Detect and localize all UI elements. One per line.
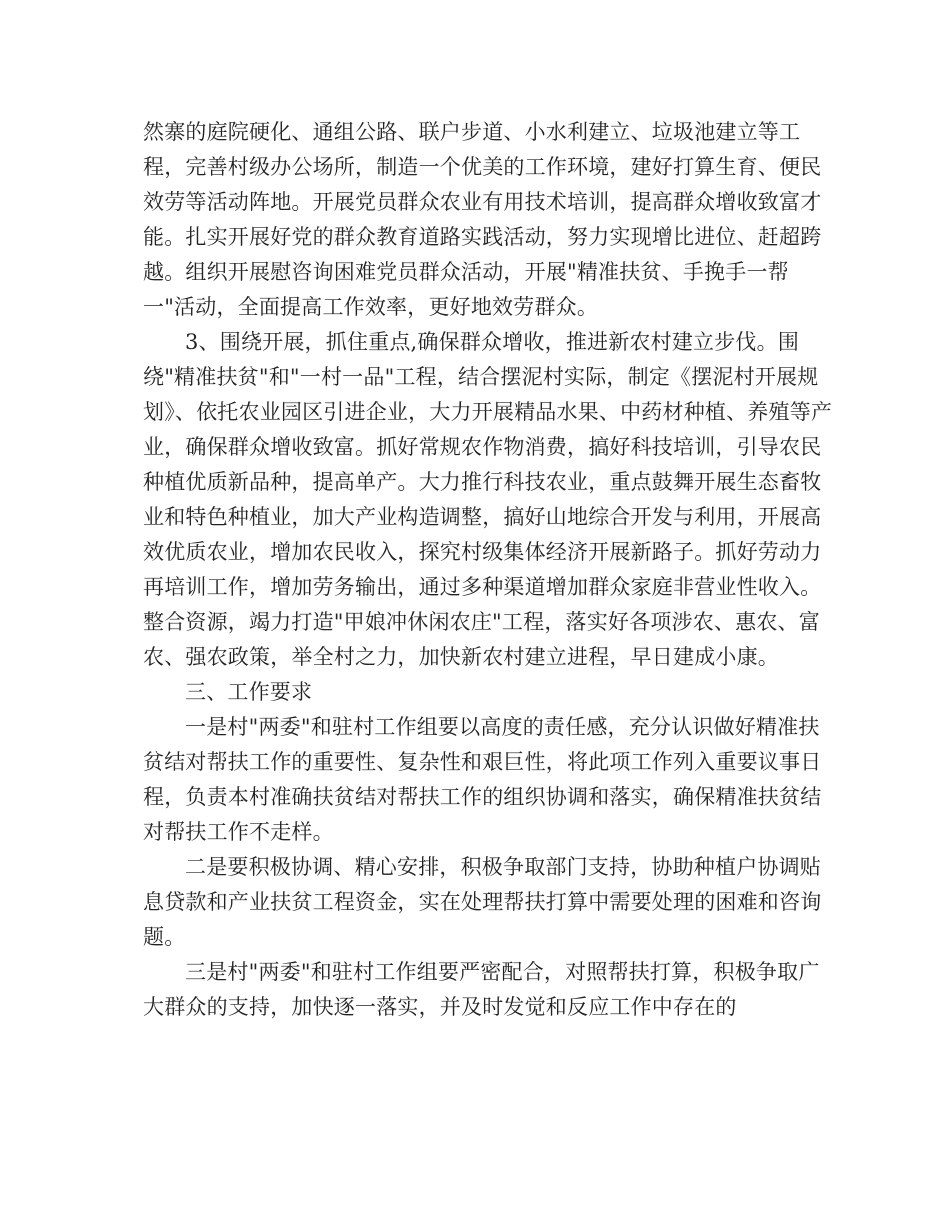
paragraph-requirement-1: 一是村"两委"和驻村工作组要以高度的责任感，充分认识做好精准扶贫结对帮扶工作的重要性、复杂性和艰巨性，将此项工作列入重要议事日程，负责本村准确扶贫结对帮扶工作的组织协调和落实，确保精准扶贫结对帮扶工作不走样。	[143, 715, 822, 844]
paragraph-continuation: 然寨的庭院硬化、通组公路、联户步道、小水利建立、垃圾池建立等工程，完善村级办公场所，制造一个优美的工作环境，建好打算生育、便民效劳等活动阵地。开展党员群众农业有用技术培训，提高群众增收致富才能。扎实开展好党的群众教育道路实践活动，努力实现增比进位、赶超跨越。组织开展慰咨询困难党员群众活动，开展"精准扶贫、手挽手一帮一"活动，全面提高工作效率，更好地效劳群众。	[143, 120, 822, 319]
paragraph-requirement-3: 三是村"两委"和驻村工作组要严密配合，对照帮扶打算，积极争取广大群众的支持，加快逐一落实，并及时发觉和反应工作中存在的	[143, 960, 820, 1019]
section-heading-work-requirements: 三、工作要求	[185, 680, 313, 704]
document-body	[143, 115, 833, 1025]
paragraph-requirement-2: 二是要积极协调、精心安排，积极争取部门支持，协助种植户协调贴息贷款和产业扶贫工程资金，实在处理帮扶打算中需要处理的困难和咨询题。	[143, 855, 822, 949]
paragraph-section-3: 3、围绕开展，抓住重点,确保群众增收，推进新农村建立步伐。围绕"精准扶贫"和"一村一品"工程，结合摆泥村实际，制定《摆泥村开展规划》、依托农业园区引进企业，大力开展精品水果、中药材种植、养殖等产业，确保群众增收致富。抓好常规农作物消费，搞好科技培训，引导农民种植优质新品种，提高单产。大力推行科技农业，重点鼓舞开展生态畜牧业和特色种植业，加大产业构造调整，搞好山地综合开发与利用，开展高效优质农业，增加农民收入，探究村级集体经济开展新路子。抓好劳动力再培训工作，增加劳务输出，通过多种渠道增加群众家庭非营业性收入。整合资源，竭力打造"甲娘冲休闲农庄"工程，落实好各项涉农、惠农、富农、强农政策，举全村之力，加快新农村建立进程，早日建成小康。	[143, 330, 833, 669]
